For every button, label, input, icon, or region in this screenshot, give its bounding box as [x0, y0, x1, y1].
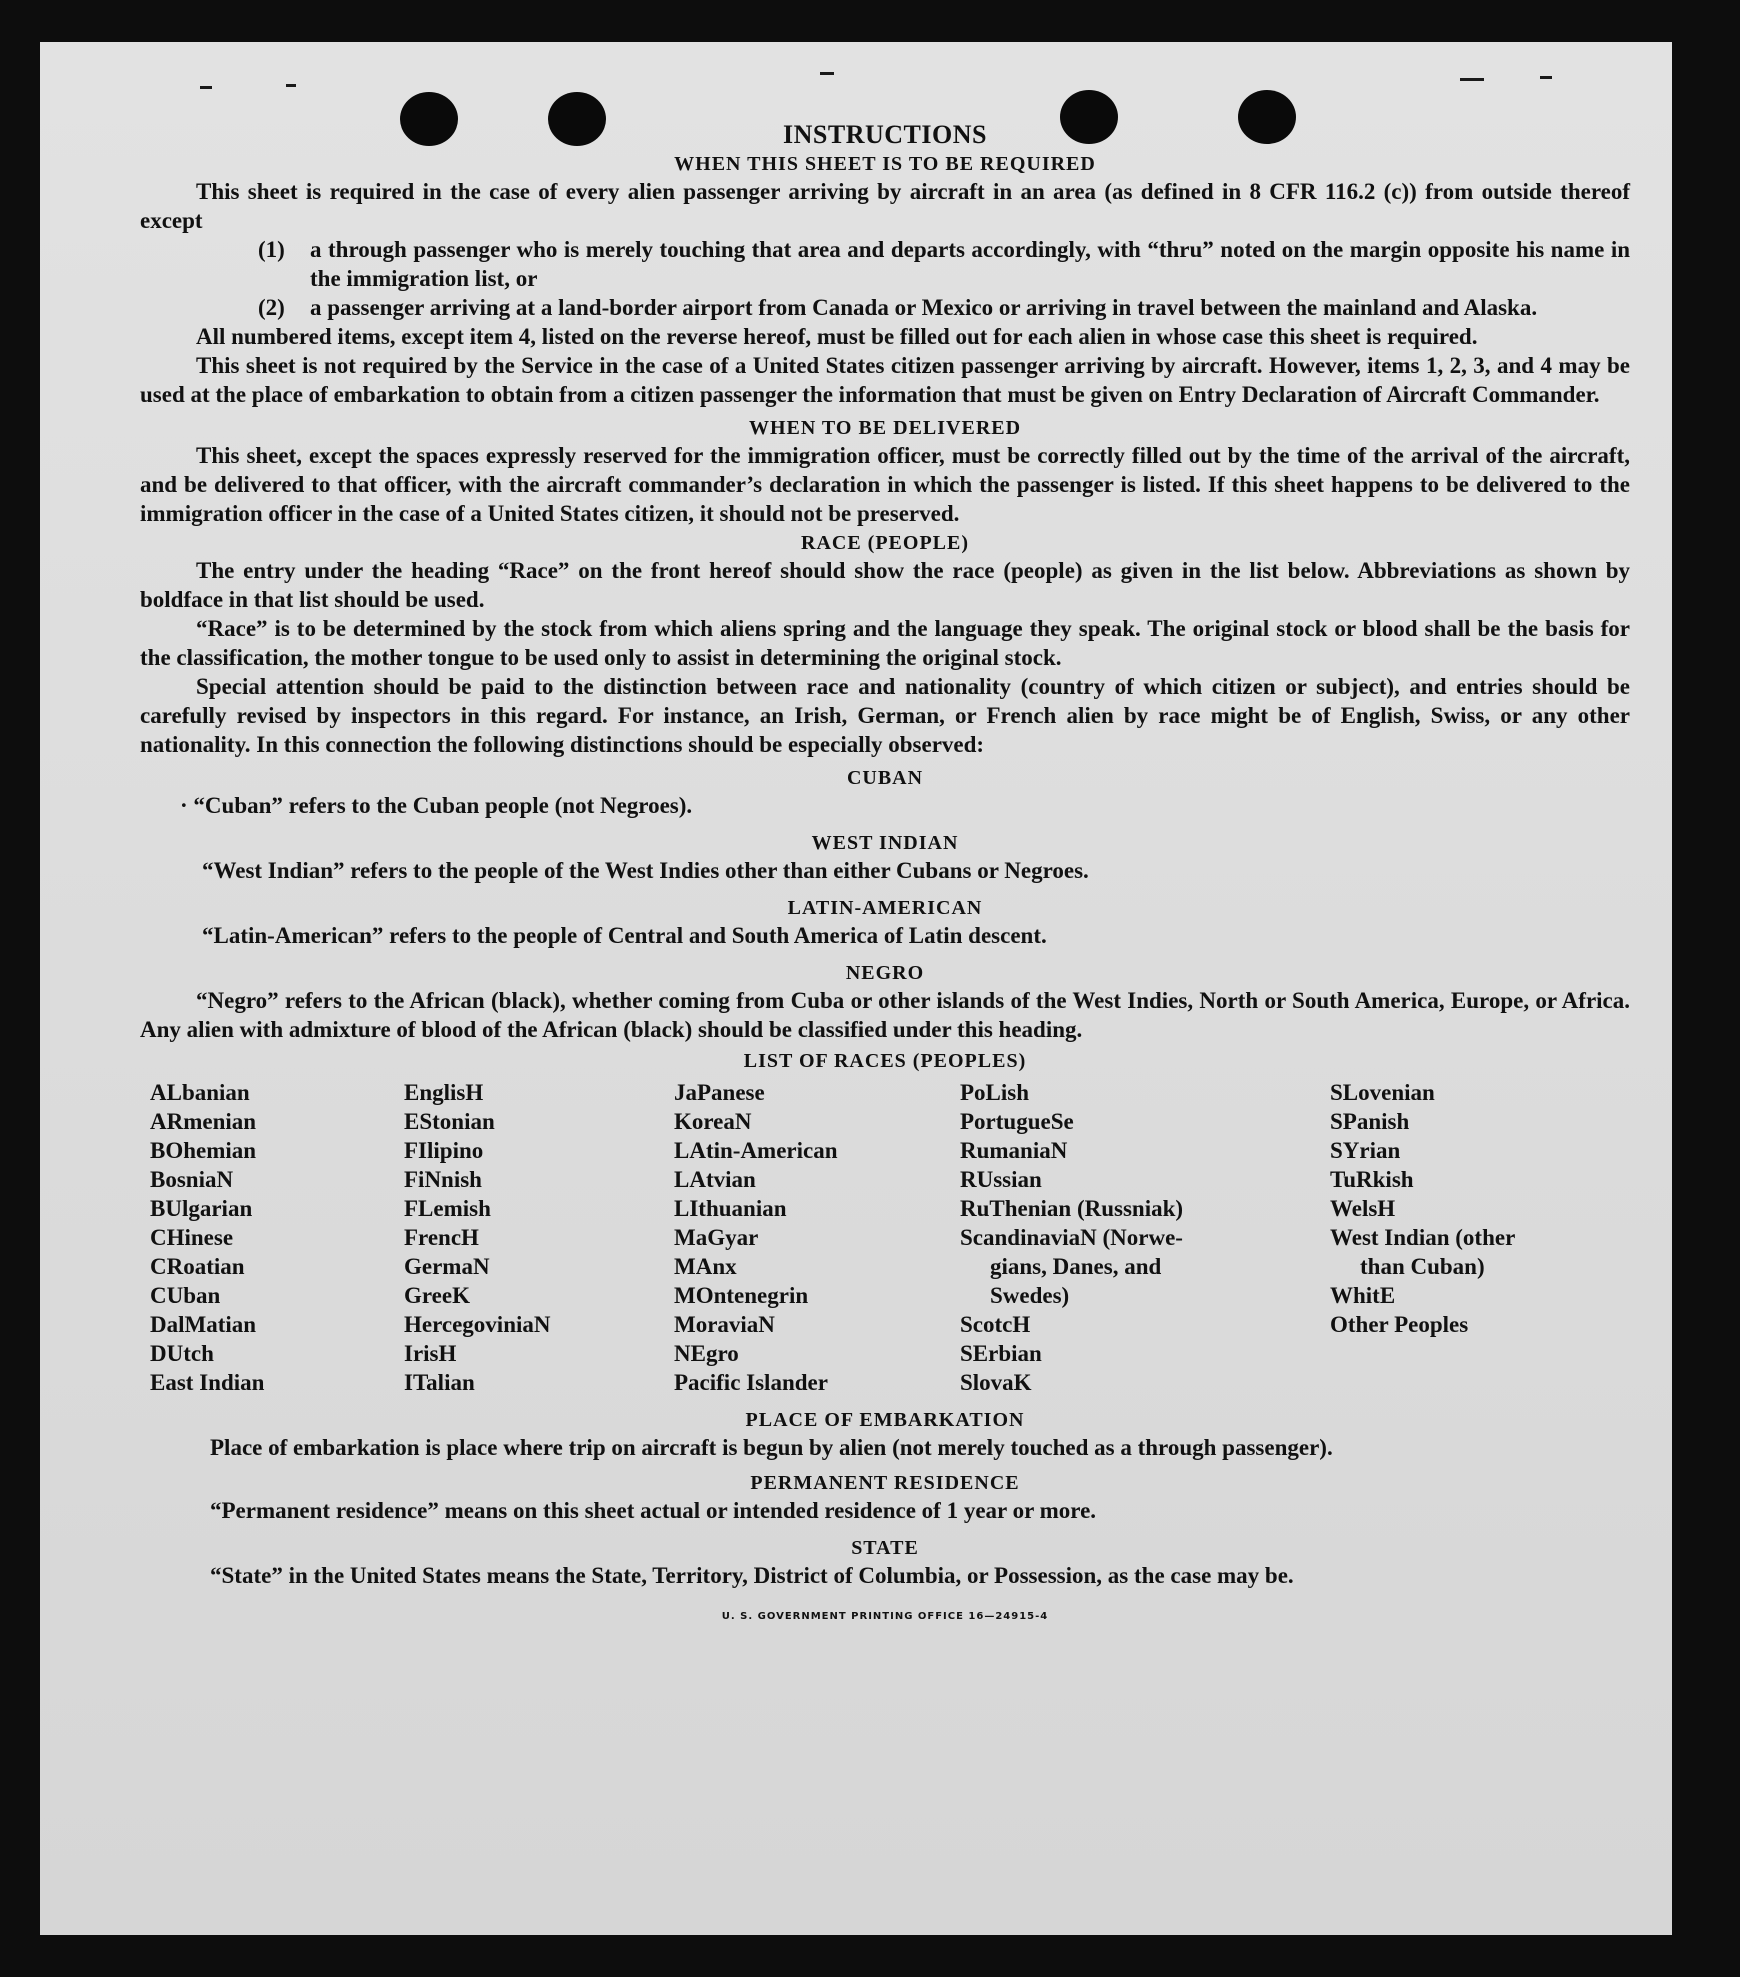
race-item: Swedes) — [990, 1283, 1070, 1308]
race-item: FLemish — [404, 1196, 491, 1221]
paragraph: This sheet is required in the case of every alien passenger arriving by aircraft in an area (as defined in 8 CFR 116.2 (c)) from outside thereof except — [140, 179, 1630, 233]
section-heading: LIST OF RACES (PEOPLES) — [743, 1050, 1027, 1072]
race-item: EStonian — [404, 1109, 495, 1134]
race-item: East Indian — [150, 1370, 265, 1395]
list-item — [258, 235, 1630, 293]
race-item: WhitE — [1330, 1283, 1396, 1308]
races-column — [1330, 1078, 1620, 1397]
paragraph: This sheet is not required by the Service in the case of a United States citizen passenger arriving by aircraft. However, items 1, 2, 3, and 4 may be used at the place of embarkation to obtain from a citizen passenger the information that must be given on Entry Declaration of Aircraft Commander. — [140, 353, 1630, 407]
race-item: BosniaN — [150, 1167, 234, 1192]
scan-mark — [1540, 76, 1552, 79]
race-item: Pacific Islander — [674, 1370, 828, 1395]
races-column — [404, 1078, 674, 1397]
race-item: GreeK — [404, 1283, 470, 1308]
race-item: gians, Danes, and — [990, 1254, 1162, 1279]
paragraph: Place of embarkation is place where trip on aircraft is begun by alien (not merely touched as a through passenger). — [210, 1435, 1333, 1460]
paragraph: This sheet, except the spaces expressly reserved for the immigration officer, must be correctly filled out by the time of the arrival of the aircraft, and be delivered to that officer, with the aircraft commander’s declaration in which the passenger is listed. If this sheet happens to be delivered to the immigration officer in the case of a United States citizen, it should not be preserved. — [140, 443, 1630, 526]
scan-mark — [286, 84, 296, 87]
race-item: SLovenian — [1330, 1080, 1435, 1105]
race-item: RUssian — [960, 1167, 1042, 1192]
race-item: KoreaN — [674, 1109, 752, 1134]
race-item: RuThenian (Russniak) — [960, 1196, 1184, 1221]
instructions-body — [140, 120, 1630, 1631]
section-heading: WHEN THIS SHEET IS TO BE REQUIRED — [674, 153, 1096, 175]
race-item: GermaN — [404, 1254, 490, 1279]
paragraph: The entry under the heading “Race” on the front hereof should show the race (people) as given in the list below. Abbreviations as shown by boldface in that list should be used. — [140, 558, 1630, 612]
races-column — [674, 1078, 960, 1397]
page-title: INSTRUCTIONS — [783, 120, 987, 149]
section-heading: WEST INDIAN — [811, 832, 959, 854]
race-item: SYrian — [1330, 1138, 1401, 1163]
race-item: ALbanian — [150, 1080, 250, 1105]
scan-mark — [820, 72, 834, 75]
race-item: JaPanese — [674, 1080, 765, 1105]
list-number: (1) — [258, 237, 285, 262]
printing-office-footer: U. S. GOVERNMENT PRINTING OFFICE 16—24915-4 — [721, 1611, 1049, 1622]
section-heading: CUBAN — [846, 767, 924, 789]
race-item: ITalian — [404, 1370, 475, 1395]
race-item: than Cuban) — [1360, 1254, 1485, 1279]
paragraph: All numbered items, except item 4, listed on the reverse hereof, must be filled out for each alien in whose case this sheet is required. — [196, 324, 1478, 349]
document-sheet — [40, 42, 1672, 1935]
race-item: DalMatian — [150, 1312, 257, 1337]
section-heading: RACE (PEOPLE) — [801, 532, 969, 554]
section-heading: NEGRO — [845, 962, 925, 984]
paragraph: “Negro” refers to the African (black), whether coming from Cuba or other islands of the West Indies, North or South America, Europe, or Africa. Any alien with admixture of blood of the African (black) should be classified under this heading. — [140, 988, 1630, 1042]
list-number: (2) — [258, 295, 285, 320]
list-text: a passenger arriving at a land-border airport from Canada or Mexico or arriving in travel between the mainland and Alaska. — [310, 295, 1538, 320]
race-item: LIthuanian — [674, 1196, 787, 1221]
race-item: DUtch — [150, 1341, 214, 1366]
race-item: SlovaK — [960, 1370, 1032, 1395]
race-item: WelsH — [1330, 1196, 1396, 1221]
race-item: MoraviaN — [674, 1312, 775, 1337]
race-item: HercegoviniaN — [404, 1312, 551, 1337]
race-item: FiNnish — [404, 1167, 482, 1192]
race-item: TuRkish — [1330, 1167, 1414, 1192]
race-item: West Indian (other — [1330, 1225, 1516, 1250]
section-heading: WHEN TO BE DELIVERED — [748, 417, 1022, 439]
races-column — [140, 1078, 404, 1397]
section-heading: PERMANENT RESIDENCE — [750, 1472, 1020, 1494]
race-item: MOntenegrin — [674, 1283, 809, 1308]
paragraph: “Race” is to be determined by the stock from which aliens spring and the language they speak. The original stock or blood shall be the basis for the classification, the mother tongue to be used only to assist in determining the original stock. — [140, 616, 1630, 670]
race-item: MaGyar — [674, 1225, 759, 1250]
race-item: ScotcH — [960, 1312, 1031, 1337]
races-list — [140, 1078, 1630, 1397]
races-column — [960, 1078, 1330, 1397]
race-item: FrencH — [404, 1225, 479, 1250]
race-item: SErbian — [960, 1341, 1042, 1366]
race-item: BUlgarian — [150, 1196, 253, 1221]
race-item: CRoatian — [150, 1254, 245, 1279]
race-item: EnglisH — [404, 1080, 484, 1105]
section-heading: LATIN-AMERICAN — [787, 897, 983, 919]
race-item: CHinese — [150, 1225, 234, 1250]
race-item: CUban — [150, 1283, 221, 1308]
race-item: PoLish — [960, 1080, 1030, 1105]
race-item: IrisH — [404, 1341, 457, 1366]
race-item: SPanish — [1330, 1109, 1410, 1134]
race-item: RumaniaN — [960, 1138, 1068, 1163]
race-item: LAtvian — [674, 1167, 756, 1192]
paragraph: “West Indian” refers to the people of the West Indies other than either Cubans or Negroes. — [202, 858, 1089, 883]
section-heading: PLACE OF EMBARKATION — [745, 1409, 1025, 1431]
race-item: ScandinaviaN (Norwe- — [960, 1225, 1183, 1250]
list-item — [258, 293, 1630, 322]
paragraph: · “Cuban” refers to the Cuban people (not Negroes). — [180, 793, 693, 818]
paragraph: “State” in the United States means the State, Territory, District of Columbia, or Possession, as the case may be. — [210, 1563, 1294, 1588]
race-item: ARmenian — [150, 1109, 257, 1134]
section-heading: STATE — [851, 1537, 919, 1559]
scan-mark — [200, 86, 212, 89]
race-item: FIlipino — [404, 1138, 484, 1163]
race-item: NEgro — [674, 1341, 739, 1366]
race-item: PortugueSe — [960, 1109, 1074, 1134]
paragraph: “Latin-American” refers to the people of Central and South America of Latin descent. — [202, 923, 1047, 948]
paragraph: Special attention should be paid to the distinction between race and nationality (country of which citizen or subject), and entries should be carefully revised by inspectors in this regard. For instance, an Irish, German, or French alien by race might be of English, Swiss, or any other nationality. In this connection the following distinctions should be especially observed: — [140, 674, 1630, 757]
race-item: Other Peoples — [1330, 1312, 1469, 1337]
scan-mark — [1460, 78, 1484, 81]
race-item: BOhemian — [150, 1138, 257, 1163]
race-item: MAnx — [674, 1254, 737, 1279]
paragraph: “Permanent residence” means on this sheet actual or intended residence of 1 year or more. — [210, 1498, 1097, 1523]
race-item: LAtin-American — [674, 1138, 838, 1163]
list-text: a through passenger who is merely touching that area and departs accordingly, with “thru” noted on the margin opposite his name in the immigration list, or — [310, 237, 1630, 291]
